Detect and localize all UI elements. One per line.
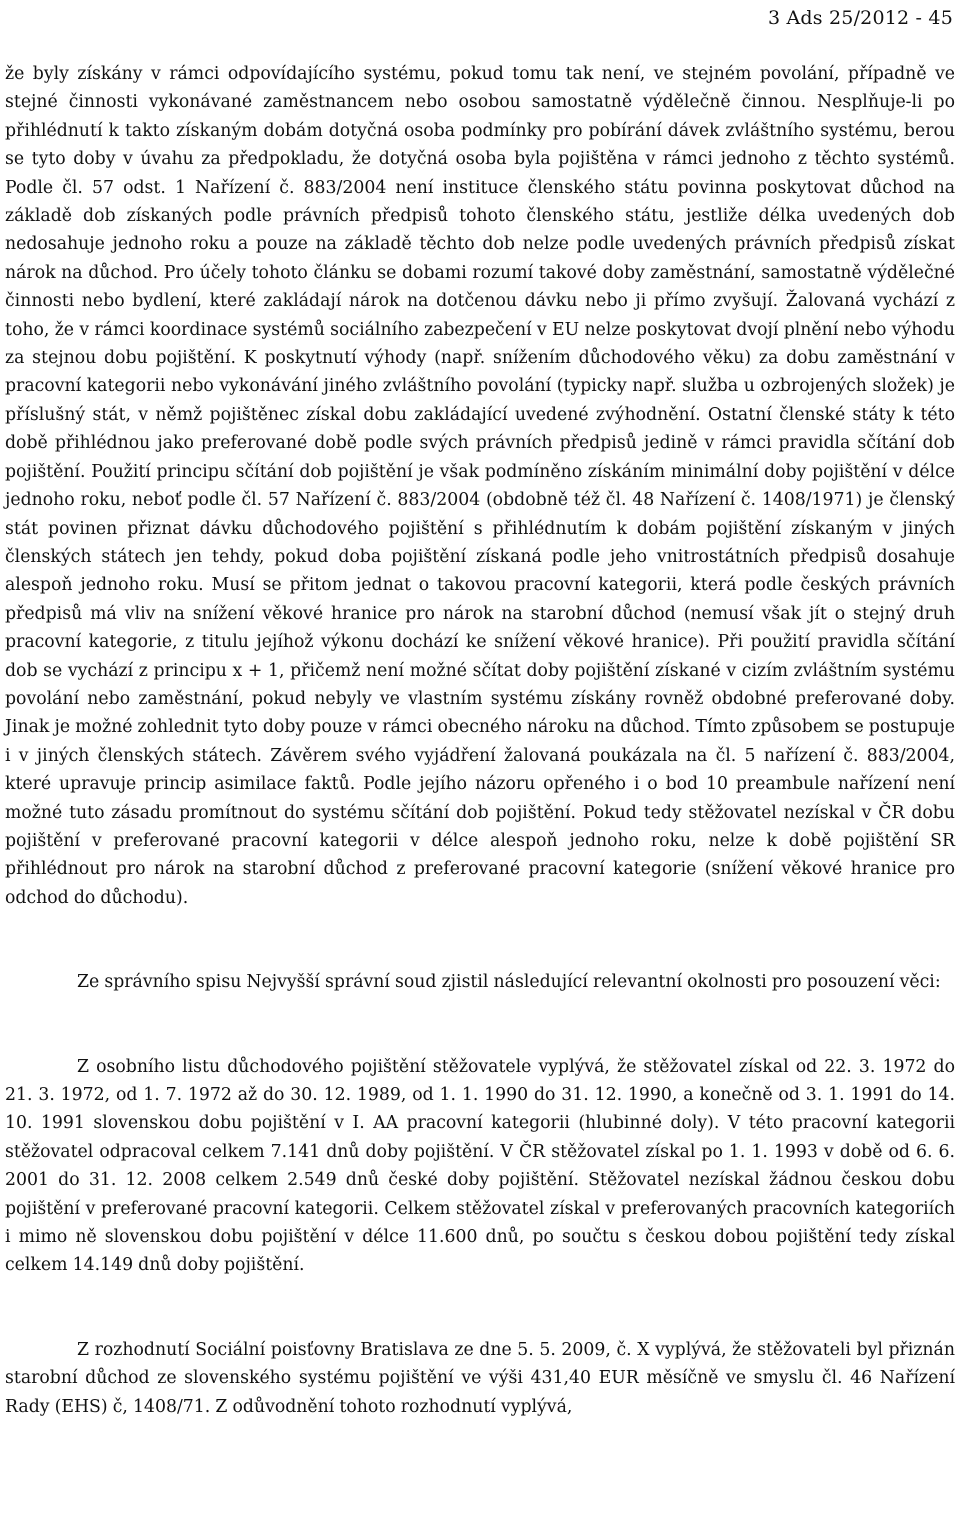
paragraph-spacer xyxy=(5,1280,955,1336)
paragraph-court-findings-intro: Ze správního spisu Nejvyšší správní soud zjistil následující relevantní okolnosti pro posouzení věci: xyxy=(77,972,941,993)
paragraph-spacer xyxy=(5,912,955,968)
paragraph-insurance-record: Z osobního listu důchodového pojištění stěžovatele vyplývá, že stěžovatel získal od 22. 3. 1972 do 21. 3. 1972, od 1. 7. 1972 až do 30. 12. 1989, od 1. 1. 1990 do 31. 12. 1990, a konečně od 3. 1. 1991 do 14. 10. 1991 slovenskou dobu pojištění v I. AA pracovní kategorii (hlubinné doly). V této pracovní kategorii stěžovatel odpracoval celkem 7.141 dnů doby pojištění. V ČR stěžovatel získal po 1. 1. 1993 v době od 6. 6. 2001 do 31. 12. 2008 celkem 2.549 dnů české doby pojištění. Stěžovatel nezískal žádnou českou dobu pojištění v preferované pracovní kategorii. Celkem stěžovatel získal v preferovaných pracovních kategoriích i mimo ně slovenskou dobu pojištění v délce 11.600 dnů, po součtu s českou dobou pojištění tedy získal celkem 14.149 dnů doby pojištění. xyxy=(5,1056,955,1276)
paragraph-spacer xyxy=(5,997,955,1053)
document-body xyxy=(5,60,955,1421)
paragraph-bratislava-decision: Z rozhodnutí Sociální poisťovny Bratislava ze dne 5. 5. 2009, č. X vyplývá, že stěžovateli byl přiznán starobní důchod ze slovenského systému pojištění ve výši 431,40 EUR měsíčně ve smyslu čl. 46 Nařízení Rady (EHS) č, 1408/71. Z odůvodnění tohoto rozhodnutí vyplývá, xyxy=(5,1339,955,1417)
paragraph-respondent-statement: že byly získány v rámci odpovídajícího systému, pokud tomu tak není, ve stejném povolání, případně ve stejné činnosti vykonávané zaměstnancem nebo osobou samostatně výdělečně činnou. Nesplňuje-li po přihlédnutí k takto získaným dobám dotyčná osoba podmínky pro pobírání dávek zvláštního systému, berou se tyto doby v úvahu za předpokladu, že dotyčná osoba byla pojištěna v rámci jednoho z těchto systémů. Podle čl. 57 odst. 1 Nařízení č. 883/2004 není instituce členského státu povinna poskytovat důchod na základě dob získaných podle právních předpisů tohoto členského státu, jestliže délka uvedených dob nedosahuje jednoho roku a pouze na základě těchto dob nelze podle uvedených právních předpisů získat nárok na důchod. Pro účely tohoto článku se dobami rozumí takové doby zaměstnání, samostatně výdělečné činnosti nebo bydlení, které zakládají nárok na dotčenou dávku nebo ji přímo zvyšují. Žalovaná vychází z toho, že v rámci koordinace systémů sociálního zabezpečení v EU nelze poskytovat dvojí plnění nebo výhodu za stejnou dobu pojištění. K poskytnutí výhody (např. snížením důchodového věku) za dobu zaměstnání v pracovní kategorii nebo vykonávání jiného zvláštního povolání (typicky např. služba u ozbrojených složek) je příslušný stát, v němž pojištěnec získal dobu zakládající uvedené zvýhodnění. Ostatní členské státy k této době přihlédnou jako preferované době podle svých právních předpisů jedině v rámci pravidla sčítání dob pojištění. Použití principu sčítání dob pojištění je však podmíněno získáním minimální doby pojištění v délce jednoho roku, neboť podle čl. 57 Nařízení č. 883/2004 (obdobně též čl. 48 Nařízení č. 1408/1971) je členský stát povinen přiznat dávku důchodového pojištění s přihlédnutím k dobám pojištění získaným v jiných členských státech jen tehdy, pokud doba pojištění získaná podle jeho vnitrostátních předpisů dosahuje alespoň jednoho roku. Musí se přitom jednat o takovou pracovní kategorii, která podle českých právních předpisů má vliv na snížení věkové hranice pro nárok na starobní důchod (nemusí však jít o stejný druh pracovní kategorie, z titulu jejíhož výkonu dochází ke snížení věkové hranice). Při použití pravidla sčítání dob se vychází z principu x + 1, přičemž není možné sčítat doby pojištění získané v cizím zvláštním systému povolání nebo zaměstnání, pokud nebyly ve vlastním systému získány rovněž obdobné preferované doby. Jinak je možné zohlednit tyto doby pouze v rámci obecného nároku na důchod. Tímto způsobem se postupuje i v jiných členských státech. Závěrem svého vyjádření žalovaná poukázala na čl. 5 nařízení č. 883/2004, které upravuje princip asimilace faktů. Podle jejího názoru opřeného i o bod 10 preambule nařízení není možné tuto zásadu promítnout do systému sčítání dob pojištění. Pokud tedy stěžovatel nezískal v ČR dobu pojištění v preferované pracovní kategorii v délce alespoň jednoho roku, nelze k době pojištění SR přihlédnout pro nárok na starobní důchod z preferované pracovní kategorie (snížení věkové hranice pro odchod do důchodu). xyxy=(5,64,955,908)
page-header-case-number: 3 Ads 25/2012 - 45 xyxy=(767,7,953,29)
